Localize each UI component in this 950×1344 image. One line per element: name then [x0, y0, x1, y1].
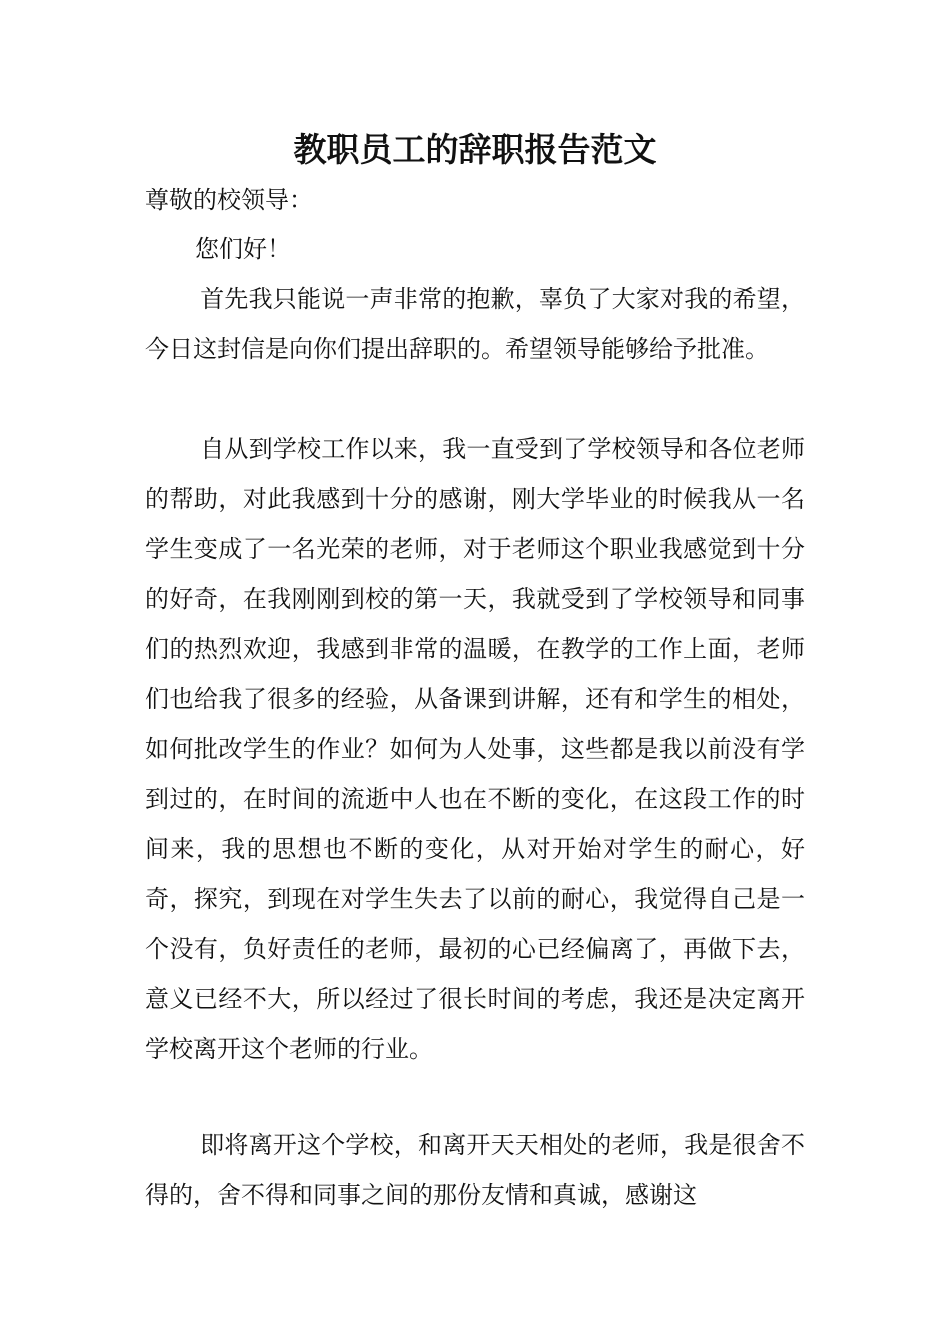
- paragraph-experience: 自从到学校工作以来，我一直受到了学校领导和各位老师的帮助，对此我感到十分的感谢，刚大学毕业的时候我从一名学生变成了一名光荣的老师，对于老师这个职业我感觉到十分的好奇，在我刚刚到校的第一天，我就受到了学校领导和同事们的热烈欢迎，我感到非常的温暖，在教学的工作上面，老师们也给我了很多的经验，从备课到讲解，还有和学生的相处，如何批改学生的作业？如何为人处事，这些都是我以前没有学到过的，在时间的流逝中人也在不断的变化，在这段工作的时间来，我的思想也不断的变化，从对开始对学生的耐心，好奇，探究，到现在对学生失去了以前的耐心，我觉得自己是一个没有，负好责任的老师，最初的心已经偏离了，再做下去，意义已经不大，所以经过了很长时间的考虑，我还是决定离开学校离开这个老师的行业。: [145, 435, 805, 1063]
- document-title: 教职员工的辞职报告范文: [293, 130, 657, 169]
- salutation: 尊敬的校领导：: [145, 186, 313, 214]
- paragraph-apology: 首先我只能说一声非常的抱歉，辜负了大家对我的希望，今日这封信是向你们提出辞职的。希望领导能够给予批准。: [145, 285, 805, 363]
- paragraph-farewell: 即将离开这个学校，和离开天天相处的老师，我是很舍不得的，舍不得和同事之间的那份友情和真诚，感谢这: [145, 1131, 805, 1209]
- greeting: 您们好！: [195, 235, 291, 263]
